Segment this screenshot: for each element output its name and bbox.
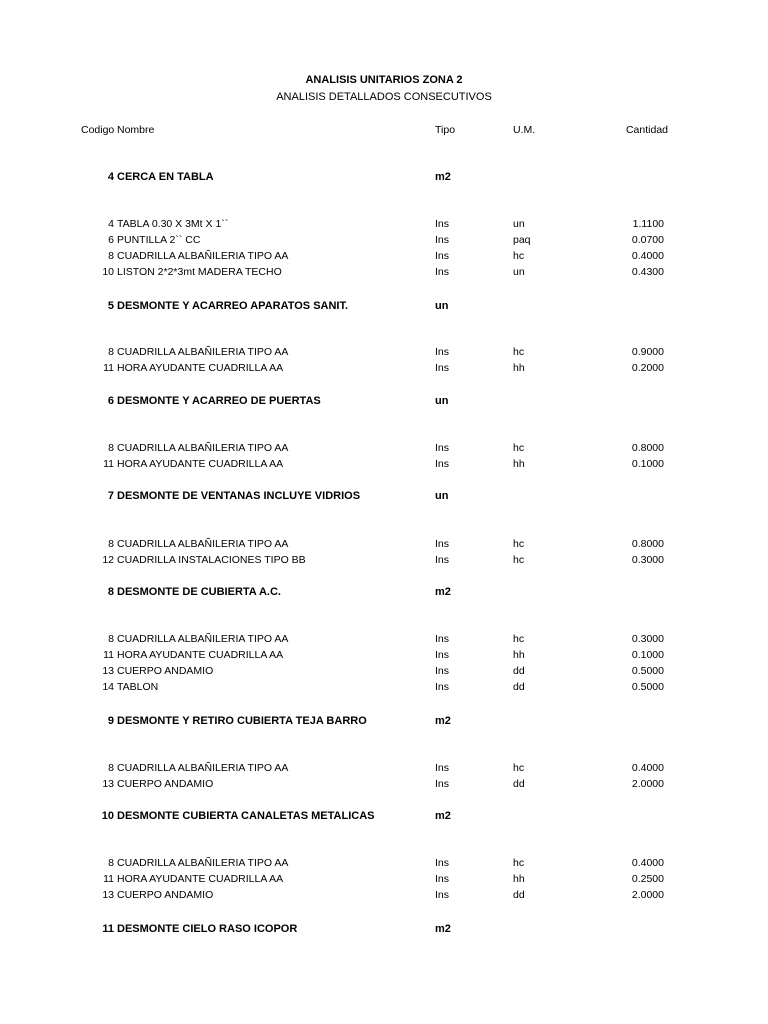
item-row bbox=[0, 872, 768, 886]
column-header-row bbox=[0, 123, 768, 137]
analysis-group-heading bbox=[0, 394, 768, 408]
item-tipo: Ins bbox=[435, 362, 450, 374]
group-unit: un bbox=[435, 490, 449, 502]
group-name: DESMONTE Y RETIRO CUBIERTA TEJA BARRO bbox=[117, 715, 367, 727]
item-tipo: Ins bbox=[435, 762, 450, 774]
item-code: 8 bbox=[108, 538, 114, 550]
column-header-codigo: Codigo bbox=[81, 124, 115, 136]
item-um: un bbox=[513, 218, 525, 230]
item-cantidad: 0.1000 bbox=[631, 458, 664, 470]
item-tipo: Ins bbox=[435, 538, 450, 550]
item-tipo: Ins bbox=[435, 250, 450, 262]
item-row bbox=[0, 761, 768, 775]
item-tipo: Ins bbox=[435, 458, 450, 470]
item-cantidad: 0.2000 bbox=[631, 362, 664, 374]
group-name: DESMONTE DE CUBIERTA A.C. bbox=[117, 586, 281, 598]
group-code: 4 bbox=[107, 171, 114, 183]
column-header-nombre: Nombre bbox=[117, 124, 155, 136]
analysis-group-heading bbox=[0, 170, 768, 184]
group-unit: un bbox=[435, 395, 449, 407]
item-row bbox=[0, 648, 768, 662]
item-code: 10 bbox=[102, 266, 114, 278]
item-cantidad: 1.1100 bbox=[632, 218, 664, 230]
item-tipo: Ins bbox=[435, 665, 450, 677]
item-cantidad: 0.8000 bbox=[631, 442, 664, 454]
item-code: 8 bbox=[108, 250, 114, 262]
item-name: TABLON bbox=[117, 681, 159, 693]
item-um: hh bbox=[513, 362, 525, 374]
column-header-um: U.M. bbox=[513, 124, 536, 136]
item-code: 13 bbox=[102, 778, 114, 790]
group-unit: m2 bbox=[435, 715, 451, 727]
item-row bbox=[0, 777, 768, 791]
item-um: hc bbox=[513, 250, 525, 262]
item-um: hh bbox=[513, 458, 525, 470]
item-code: 11 bbox=[103, 873, 114, 885]
column-header-cantidad: Cantidad bbox=[625, 124, 668, 136]
item-um: hc bbox=[513, 633, 525, 645]
item-name: CUERPO ANDAMIO bbox=[117, 778, 214, 790]
item-um: dd bbox=[513, 681, 525, 693]
item-cantidad: 0.9000 bbox=[631, 346, 664, 358]
item-row bbox=[0, 233, 768, 247]
item-row bbox=[0, 217, 768, 231]
item-row bbox=[0, 888, 768, 902]
group-name: DESMONTE DE VENTANAS INCLUYE VIDRIOS bbox=[117, 490, 361, 502]
item-um: un bbox=[513, 266, 525, 278]
analysis-group-heading bbox=[0, 299, 768, 313]
item-cantidad: 0.4000 bbox=[631, 857, 664, 869]
document-subtitle: ANALISIS DETALLADOS CONSECUTIVOS bbox=[276, 91, 492, 103]
item-name: CUADRILLA ALBAÑILERIA TIPO AA bbox=[117, 442, 289, 454]
item-cantidad: 0.4000 bbox=[631, 762, 664, 774]
item-name: CUERPO ANDAMIO bbox=[117, 665, 214, 677]
item-tipo: Ins bbox=[435, 218, 450, 230]
item-um: hc bbox=[513, 762, 525, 774]
item-name: CUADRILLA ALBAÑILERIA TIPO AA bbox=[117, 250, 289, 262]
item-name: HORA AYUDANTE CUADRILLA AA bbox=[117, 362, 284, 374]
item-tipo: Ins bbox=[435, 857, 450, 869]
item-row bbox=[0, 249, 768, 263]
item-cantidad: 0.3000 bbox=[631, 554, 664, 566]
item-name: HORA AYUDANTE CUADRILLA AA bbox=[117, 873, 284, 885]
item-um: paq bbox=[513, 234, 531, 246]
analysis-group-heading bbox=[0, 809, 768, 823]
item-name: HORA AYUDANTE CUADRILLA AA bbox=[117, 649, 284, 661]
group-name: DESMONTE CIELO RASO ICOPOR bbox=[117, 923, 298, 935]
group-code: 5 bbox=[107, 300, 114, 312]
item-tipo: Ins bbox=[435, 346, 450, 358]
column-header-tipo: Tipo bbox=[435, 124, 456, 136]
group-code: 7 bbox=[107, 490, 114, 502]
analysis-group-heading bbox=[0, 714, 768, 728]
item-code: 8 bbox=[108, 633, 114, 645]
document-title: ANALISIS UNITARIOS ZONA 2 bbox=[305, 74, 463, 86]
item-code: 8 bbox=[108, 346, 114, 358]
group-unit: un bbox=[435, 300, 449, 312]
group-name: DESMONTE CUBIERTA CANALETAS METALICAS bbox=[117, 810, 375, 822]
item-name: LISTON 2*2*3mt MADERA TECHO bbox=[117, 266, 282, 278]
item-tipo: Ins bbox=[435, 778, 450, 790]
item-name: TABLA 0.30 X 3Mt X 1`` bbox=[117, 218, 229, 230]
item-name: CUADRILLA ALBAÑILERIA TIPO AA bbox=[117, 346, 289, 358]
item-code: 8 bbox=[108, 442, 114, 454]
group-unit: m2 bbox=[435, 171, 451, 183]
group-code: 8 bbox=[107, 586, 114, 598]
group-name: DESMONTE Y ACARREO DE PUERTAS bbox=[117, 395, 321, 407]
analysis-group-heading bbox=[0, 585, 768, 599]
item-name: CUADRILLA ALBAÑILERIA TIPO AA bbox=[117, 857, 289, 869]
item-row bbox=[0, 553, 768, 567]
item-cantidad: 0.1000 bbox=[631, 649, 664, 661]
item-cantidad: 0.0700 bbox=[631, 234, 664, 246]
item-code: 8 bbox=[108, 857, 114, 869]
item-tipo: Ins bbox=[435, 266, 450, 278]
item-cantidad: 0.5000 bbox=[631, 681, 664, 693]
item-row bbox=[0, 345, 768, 359]
item-um: hh bbox=[513, 873, 525, 885]
item-code: 11 bbox=[103, 362, 114, 374]
item-row bbox=[0, 632, 768, 646]
item-row bbox=[0, 537, 768, 551]
item-name: CUADRILLA INSTALACIONES TIPO BB bbox=[117, 554, 306, 566]
group-code: 9 bbox=[107, 715, 114, 727]
item-code: 11 bbox=[103, 458, 114, 470]
group-code: 10 bbox=[101, 810, 114, 822]
group-unit: m2 bbox=[435, 923, 451, 935]
item-row bbox=[0, 361, 768, 375]
group-code: 6 bbox=[107, 395, 114, 407]
item-cantidad: 0.4000 bbox=[631, 250, 664, 262]
item-um: hh bbox=[513, 649, 525, 661]
item-name: HORA AYUDANTE CUADRILLA AA bbox=[117, 458, 284, 470]
item-tipo: Ins bbox=[435, 649, 450, 661]
item-um: hc bbox=[513, 538, 525, 550]
item-tipo: Ins bbox=[435, 633, 450, 645]
group-name: CERCA EN TABLA bbox=[117, 171, 214, 183]
item-cantidad: 0.2500 bbox=[631, 873, 664, 885]
item-row bbox=[0, 265, 768, 279]
group-name: DESMONTE Y ACARREO APARATOS SANIT. bbox=[117, 300, 349, 312]
item-code: 13 bbox=[102, 665, 114, 677]
item-code: 8 bbox=[108, 762, 114, 774]
item-cantidad: 0.8000 bbox=[631, 538, 664, 550]
item-cantidad: 0.4300 bbox=[631, 266, 664, 278]
item-um: dd bbox=[513, 889, 525, 901]
item-cantidad: 0.3000 bbox=[631, 633, 664, 645]
item-um: hc bbox=[513, 346, 525, 358]
item-tipo: Ins bbox=[435, 889, 450, 901]
item-code: 14 bbox=[102, 681, 114, 693]
item-name: PUNTILLA 2`` CC bbox=[117, 234, 201, 246]
item-tipo: Ins bbox=[435, 873, 450, 885]
item-cantidad: 0.5000 bbox=[631, 665, 664, 677]
item-code: 6 bbox=[108, 234, 114, 246]
item-um: hc bbox=[513, 554, 525, 566]
item-code: 11 bbox=[103, 649, 114, 661]
item-tipo: Ins bbox=[435, 554, 450, 566]
item-cantidad: 2.0000 bbox=[631, 778, 664, 790]
item-um: dd bbox=[513, 778, 525, 790]
item-tipo: Ins bbox=[435, 681, 450, 693]
item-cantidad: 2.0000 bbox=[631, 889, 664, 901]
item-um: hc bbox=[513, 442, 525, 454]
item-row bbox=[0, 856, 768, 870]
item-name: CUADRILLA ALBAÑILERIA TIPO AA bbox=[117, 633, 289, 645]
item-tipo: Ins bbox=[435, 234, 450, 246]
item-tipo: Ins bbox=[435, 442, 450, 454]
item-code: 12 bbox=[102, 554, 114, 566]
item-name: CUADRILLA ALBAÑILERIA TIPO AA bbox=[117, 538, 289, 550]
item-um: dd bbox=[513, 665, 525, 677]
item-code: 4 bbox=[108, 218, 114, 230]
item-row bbox=[0, 680, 768, 694]
item-um: hc bbox=[513, 857, 525, 869]
item-name: CUADRILLA ALBAÑILERIA TIPO AA bbox=[117, 762, 289, 774]
group-unit: m2 bbox=[435, 586, 451, 598]
analysis-group-heading bbox=[0, 922, 768, 936]
group-code: 11 bbox=[102, 923, 114, 935]
group-unit: m2 bbox=[435, 810, 451, 822]
item-name: CUERPO ANDAMIO bbox=[117, 889, 214, 901]
item-row bbox=[0, 441, 768, 455]
analysis-group-heading bbox=[0, 489, 768, 503]
item-code: 13 bbox=[102, 889, 114, 901]
item-row bbox=[0, 664, 768, 678]
item-row bbox=[0, 457, 768, 471]
